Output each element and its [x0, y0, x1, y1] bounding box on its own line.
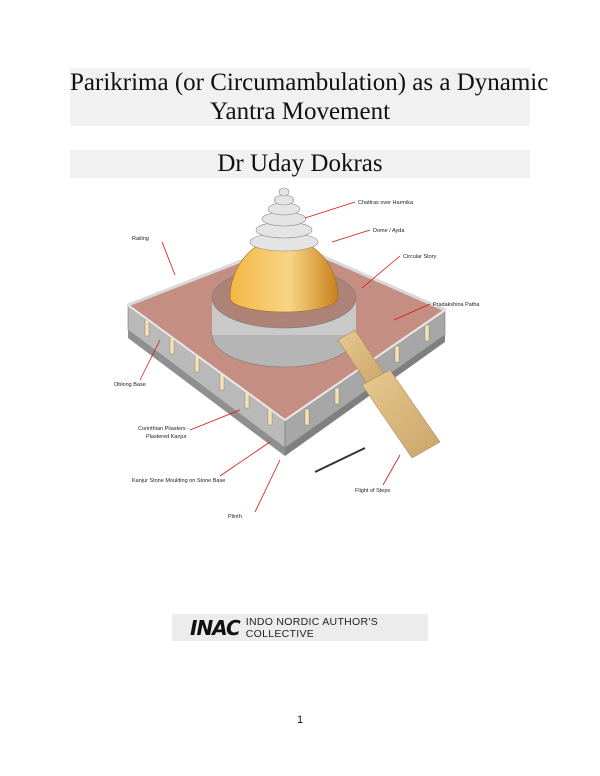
title-line-1: Parikrima (or Circumambulation) as a Dynamic: [70, 69, 549, 96]
flight-of-steps: [362, 370, 440, 458]
label-moulding: Kanjur Stone Moulding on Stone Base: [132, 478, 226, 484]
label-railing: Railing: [132, 236, 149, 242]
publisher-name: INDO NORDIC AUTHOR'S COLLECTIVE: [245, 615, 378, 640]
title-line-2: Yantra Movement: [209, 98, 391, 125]
label-dome: Dome / Ayda: [373, 228, 405, 234]
label-flight: Flight of Steps: [355, 488, 391, 494]
chattras: [250, 188, 318, 251]
document-title: [70, 68, 549, 126]
page-number: 1: [296, 714, 304, 726]
label-pilasters-2: Plastered Kanjur: [146, 434, 187, 440]
label-chattras: Chattras over Harmika: [358, 200, 414, 206]
label-oblong-base: Oblong Base: [114, 382, 146, 388]
label-circular-story: Circular Story: [403, 254, 437, 260]
stupa-illustration: [100, 180, 500, 520]
author-name: Dr Uday Dokras: [217, 150, 383, 177]
scale-bar: [315, 448, 365, 472]
publisher-logo: [172, 614, 428, 641]
label-pradakshina: Pradakshina Patha: [433, 302, 480, 308]
label-plinth: Plinth: [228, 514, 242, 520]
label-pilasters-1: Corinthian Pilasters -: [138, 426, 190, 432]
publisher-mark: INAC: [190, 615, 240, 640]
author-block: [70, 150, 530, 178]
